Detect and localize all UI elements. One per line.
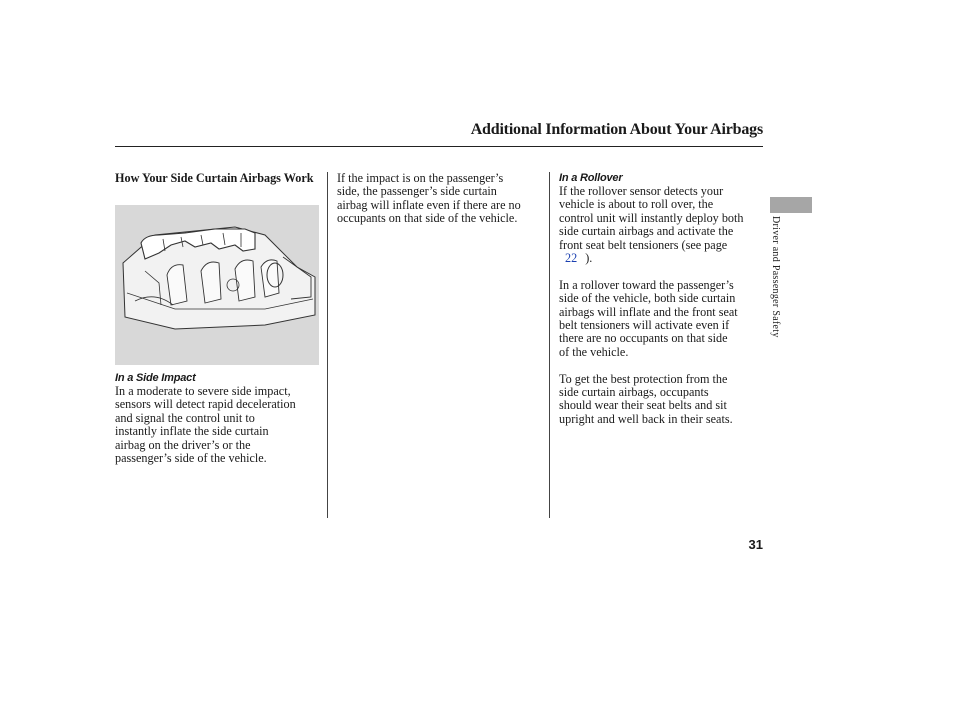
text-line: To get the best protection from the xyxy=(559,371,728,386)
column-3 xyxy=(559,172,765,426)
text-line: side curtain airbags, occupants xyxy=(559,385,709,400)
text-line: side curtain airbags and activate the xyxy=(559,224,734,239)
page-number: 31 xyxy=(748,537,763,552)
text-line: If the impact is on the passenger’s xyxy=(337,171,504,185)
side-curtain-airbag-illustration xyxy=(115,205,319,365)
column-divider-1 xyxy=(327,172,328,518)
section-heading: How Your Side Curtain Airbags Work xyxy=(115,171,314,185)
text-line: front seat belt tensioners (see page xyxy=(559,237,728,252)
text-line: and signal the control unit to xyxy=(115,410,255,425)
text-line: of the vehicle. xyxy=(559,344,629,359)
text-line: airbags will inflate and the front seat xyxy=(559,304,738,319)
column-2 xyxy=(337,172,545,226)
text-line: should wear their seat belts and sit xyxy=(559,398,727,413)
text-line: control unit will instantly deploy both xyxy=(559,210,744,225)
text-line: there are no occupants on that side xyxy=(559,331,728,346)
text-line: airbag will inflate even if there are no xyxy=(337,197,521,212)
page-reference-line xyxy=(559,252,765,265)
text-line: vehicle is about to roll over, the xyxy=(559,197,714,212)
text-line: sensors will detect rapid deceleration xyxy=(115,397,296,412)
text-line: In a moderate to severe side impact, xyxy=(115,384,291,398)
text-line: airbag on the driver’s or the xyxy=(115,437,251,452)
subsection-heading-side-impact: In a Side Impact xyxy=(115,372,196,384)
text-line: passenger’s side of the vehicle. xyxy=(115,451,267,466)
text-line: side of the vehicle, both side curtain xyxy=(559,291,736,306)
page-ref-suffix: ). xyxy=(585,251,593,266)
title-rule xyxy=(115,146,763,147)
page-22-link[interactable]: 22 xyxy=(565,251,578,266)
text-line: In a rollover toward the passenger’s xyxy=(559,277,734,292)
text-line: side, the passenger’s side curtain xyxy=(337,184,497,199)
section-tab-marker xyxy=(770,197,812,213)
text-line: belt tensioners will activate even if xyxy=(559,318,730,333)
column-1-heading-block xyxy=(115,172,321,185)
column-divider-2 xyxy=(549,172,550,518)
column-1-side-impact xyxy=(115,372,325,465)
page-title: Additional Information About Your Airbags xyxy=(470,121,763,138)
text-line: If the rollover sensor detects your xyxy=(559,184,724,198)
text-line: instantly inflate the side curtain xyxy=(115,424,269,439)
text-line: occupants on that side of the vehicle. xyxy=(337,211,518,226)
subsection-heading-rollover: In a Rollover xyxy=(559,172,623,184)
section-tab-label: Driver and Passenger Safety xyxy=(770,216,781,338)
text-line: upright and well back in their seats. xyxy=(559,411,733,426)
